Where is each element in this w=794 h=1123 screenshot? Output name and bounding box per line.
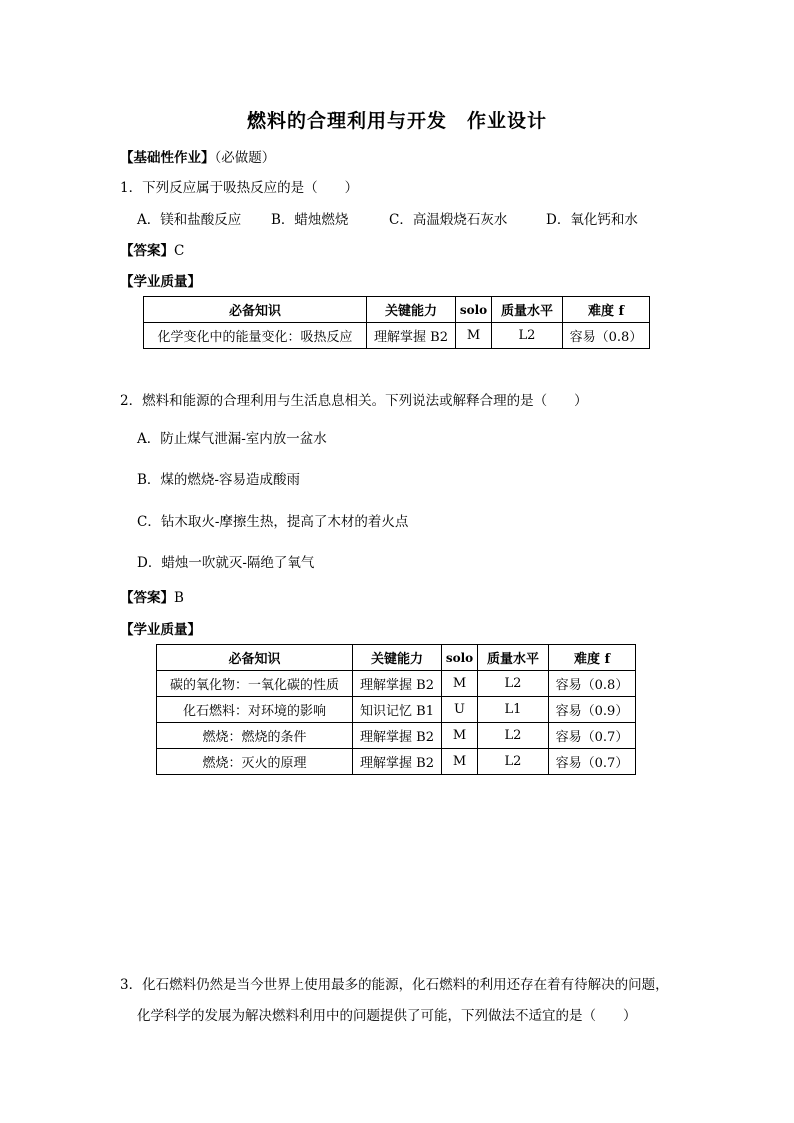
cell-ability: 理解掌握 B2 [353,671,442,697]
cell-solo: M [442,671,478,697]
table-row [157,671,636,697]
q3-line-1: 3．化石燃料仍然是当今世界上使用最多的能源，化石燃料的利用还存在着有待解决的问题， [120,977,669,993]
col-quality-level: 质量水平 [492,297,563,323]
col-knowledge: 必备知识 [144,297,367,323]
cell-knowledge: 燃烧：灭火的原理 [157,749,353,775]
col-knowledge: 必备知识 [157,645,353,671]
q1-option-c: C．高温煅烧石灰水 [389,212,508,228]
table-row [157,749,636,775]
col-difficulty: 难度 f [549,645,636,671]
section-label: 【基础性作业】 [120,150,215,166]
q1-answer-label: 【答案】 [120,243,174,259]
cell-solo: M [442,723,478,749]
q2-stem: 2．燃料和能源的合理利用与生活息息相关。下列说法或解释合理的是（ ） [120,393,588,409]
cell-difficulty: 容易（0.7） [549,749,636,775]
q2-option-c: C．钻木取火-摩擦生热，提高了木材的着火点 [137,514,409,530]
q2-option-a: A．防止煤气泄漏-室内放一盆水 [137,431,327,447]
cell-solo: M [456,323,492,349]
q1-quality-table [143,296,650,349]
q1-option-d: D．氧化钙和水 [546,212,638,228]
cell-difficulty: 容易（0.7） [549,723,636,749]
cell-knowledge: 燃烧：燃烧的条件 [157,723,353,749]
col-ability: 关键能力 [367,297,456,323]
cell-quality-level: L2 [492,323,563,349]
q1-option-b: B．蜡烛燃烧 [271,212,349,228]
table-row [157,723,636,749]
col-solo: solo [456,297,492,323]
cell-knowledge: 碳的氧化物：一氧化碳的性质 [157,671,353,697]
cell-knowledge: 化石燃料：对环境的影响 [157,697,353,723]
col-ability: 关键能力 [353,645,442,671]
section-note: （必做题） [214,150,276,166]
cell-ability: 理解掌握 B2 [367,323,456,349]
q1-stem: 1．下列反应属于吸热反应的是（ ） [120,180,359,196]
q1-option-a: A．镁和盐酸反应 [137,212,242,228]
cell-difficulty: 容易（0.8） [563,323,650,349]
page-title: 燃料的合理利用与开发 作业设计 [246,110,547,132]
cell-quality-level: L2 [478,749,549,775]
q1-quality-label: 【学业质量】 [120,274,201,290]
cell-solo: M [442,749,478,775]
col-solo: solo [442,645,478,671]
cell-difficulty: 容易（0.9） [549,697,636,723]
cell-solo: U [442,697,478,723]
cell-quality-level: L2 [478,671,549,697]
q2-answer [120,586,184,606]
q1-answer [120,239,184,259]
table-row [144,323,650,349]
col-difficulty: 难度 f [563,297,650,323]
cell-difficulty: 容易（0.8） [549,671,636,697]
q2-option-b: B．煤的燃烧-容易造成酸雨 [137,472,300,488]
table-header-row [144,297,650,323]
q1-answer-value: C [174,243,185,259]
cell-ability: 理解掌握 B2 [353,723,442,749]
table-header-row [157,645,636,671]
q2-option-d: D．蜡烛一吹就灭-隔绝了氧气 [137,555,315,571]
q2-answer-value: B [174,590,184,606]
cell-ability: 知识记忆 B1 [353,697,442,723]
table-row [157,697,636,723]
q2-answer-label: 【答案】 [120,590,174,606]
col-quality-level: 质量水平 [478,645,549,671]
cell-ability: 理解掌握 B2 [353,749,442,775]
cell-quality-level: L2 [478,723,549,749]
q2-quality-label: 【学业质量】 [120,622,201,638]
q3-line-2: 化学科学的发展为解决燃料利用中的问题提供了可能，下列做法不适宜的是（ ） [137,1008,637,1024]
cell-quality-level: L1 [478,697,549,723]
cell-knowledge: 化学变化中的能量变化：吸热反应 [144,323,367,349]
section-heading [120,146,275,166]
q2-quality-table [156,644,636,775]
